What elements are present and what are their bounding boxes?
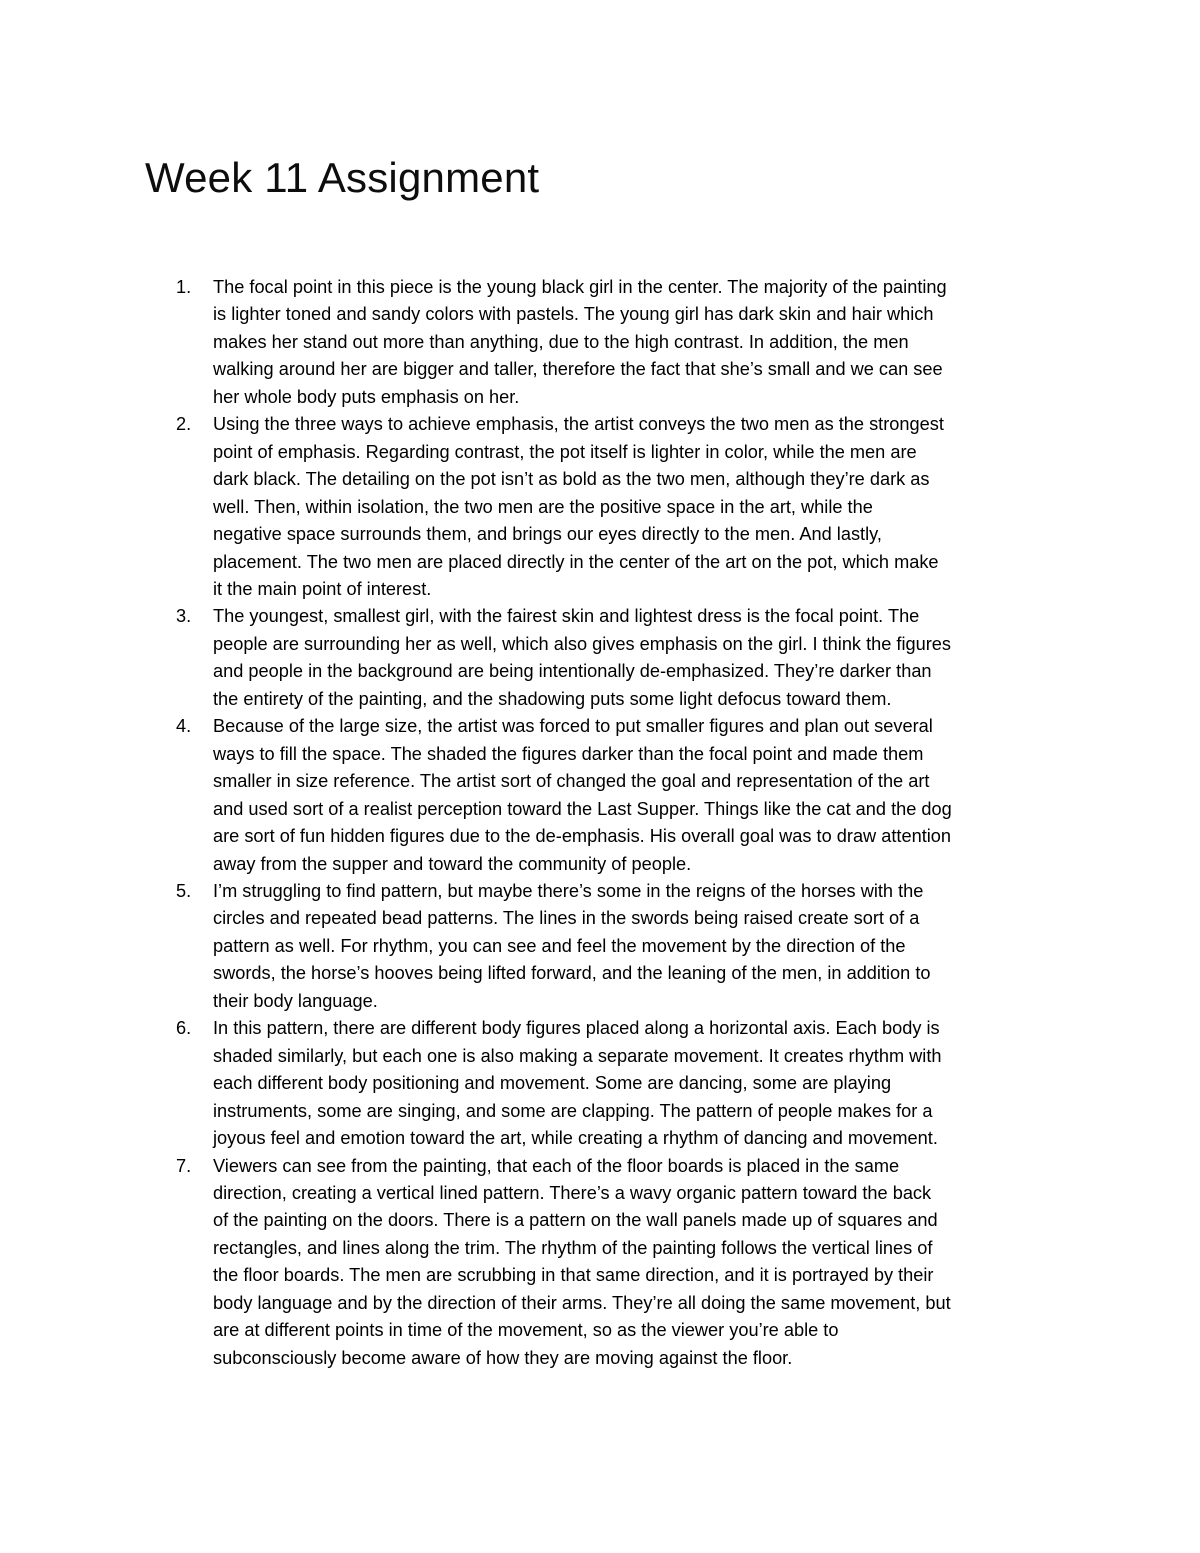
text-line: I’m struggling to find pattern, but maybe there’s some in the reigns of the horses with the <box>213 880 924 901</box>
text-line: swords, the horse’s hooves being lifted forward, and the leaning of the men, in addition to <box>213 963 931 984</box>
item-number: 7. <box>176 1155 192 1176</box>
text-line: joyous feel and emotion toward the art, while creating a rhythm of dancing and movement. <box>213 1128 938 1149</box>
text-line: the floor boards. The men are scrubbing in that same direction, and it is portrayed by their <box>213 1265 934 1286</box>
text-line: her whole body puts emphasis on her. <box>213 386 520 407</box>
text-line: away from the supper and toward the community of people. <box>213 853 692 874</box>
text-line: The youngest, smallest girl, with the fairest skin and lightest dress is the focal point. The <box>213 606 920 627</box>
text-line: walking around her are bigger and taller, therefore the fact that she’s small and we can see <box>213 359 943 380</box>
text-line: The focal point in this piece is the young black girl in the center. The majority of the painting <box>213 277 947 297</box>
item-number: 2. <box>176 414 192 435</box>
text-line: and people in the background are being intentionally de-emphasized. They’re darker than <box>213 661 932 682</box>
document-title: Week 11 Assignment <box>145 154 540 201</box>
text-line: their body language. <box>213 990 378 1011</box>
answer-list <box>176 274 1073 1372</box>
item-number: 5. <box>176 880 192 901</box>
text-line: pattern as well. For rhythm, you can see and feel the movement by the direction of the <box>213 935 906 956</box>
text-line: makes her stand out more than anything, due to the high contrast. In addition, the men <box>213 331 909 352</box>
text-line: subconsciously become aware of how they are moving against the floor. <box>213 1347 793 1368</box>
text-line: are at different points in time of the movement, so as the viewer you’re able to <box>213 1320 839 1341</box>
list-item <box>176 1153 1073 1373</box>
item-number: 3. <box>176 606 192 627</box>
item-number: 6. <box>176 1018 192 1039</box>
list-item <box>176 1015 1073 1152</box>
text-line: negative space surrounds them, and brings our eyes directly to the men. And lastly, <box>213 524 882 545</box>
item-number: 4. <box>176 716 192 737</box>
text-line: are sort of fun hidden figures due to the de-emphasis. His overall goal was to draw attention <box>213 826 952 847</box>
text-line: smaller in size reference. The artist sort of changed the goal and representation of the art <box>213 771 930 792</box>
text-line: dark black. The detailing on the pot isn’t as bold as the two men, although they’re dark as <box>213 469 930 490</box>
text-line: each different body positioning and movement. Some are dancing, some are playing <box>213 1073 892 1094</box>
text-line: instruments, some are singing, and some are clapping. The pattern of people makes for a <box>213 1100 933 1121</box>
text-line: the entirety of the painting, and the shadowing puts some light defocus toward them. <box>213 688 892 709</box>
text-line: point of emphasis. Regarding contrast, the pot itself is lighter in color, while the men are <box>213 441 917 462</box>
list-item <box>176 274 1073 411</box>
list-item <box>176 878 1073 1015</box>
item-number: 1. <box>176 277 192 297</box>
text-line: well. Then, within isolation, the two men are the positive space in the art, while the <box>213 496 873 517</box>
text-line: Viewers can see from the painting, that each of the floor boards is placed in the same <box>213 1155 900 1176</box>
list-item <box>176 411 1073 603</box>
text-line: In this pattern, there are different body figures placed along a horizontal axis. Each body is <box>213 1018 940 1039</box>
text-line: of the painting on the doors. There is a pattern on the wall panels made up of squares and <box>213 1210 938 1231</box>
text-line: body language and by the direction of their arms. They’re all doing the same movement, but <box>213 1292 951 1313</box>
list-item <box>176 603 1073 713</box>
text-line: direction, creating a vertical lined pattern. There’s a wavy organic pattern toward the back <box>213 1182 932 1203</box>
text-line: Because of the large size, the artist was forced to put smaller figures and plan out several <box>213 716 933 737</box>
text-line: Using the three ways to achieve emphasis, the artist conveys the two men as the strongest <box>213 414 944 435</box>
text-line: circles and repeated bead patterns. The lines in the swords being raised create sort of a <box>213 908 920 929</box>
text-line: rectangles, and lines along the trim. The rhythm of the painting follows the vertical lines of <box>213 1237 933 1258</box>
text-line: and used sort of a realist perception toward the Last Supper. Things like the cat and the dog <box>213 798 952 819</box>
text-line: it the main point of interest. <box>213 578 432 599</box>
text-line: is lighter toned and sandy colors with pastels. The young girl has dark skin and hair which <box>213 304 934 325</box>
text-line: ways to fill the space. The shaded the figures darker than the focal point and made them <box>213 743 924 764</box>
list-item <box>176 713 1073 878</box>
text-line: people are surrounding her as well, which also gives emphasis on the girl. I think the figures <box>213 633 952 654</box>
text-line: shaded similarly, but each one is also making a separate movement. It creates rhythm with <box>213 1045 942 1066</box>
text-line: placement. The two men are placed directly in the center of the art on the pot, which make <box>213 551 939 572</box>
